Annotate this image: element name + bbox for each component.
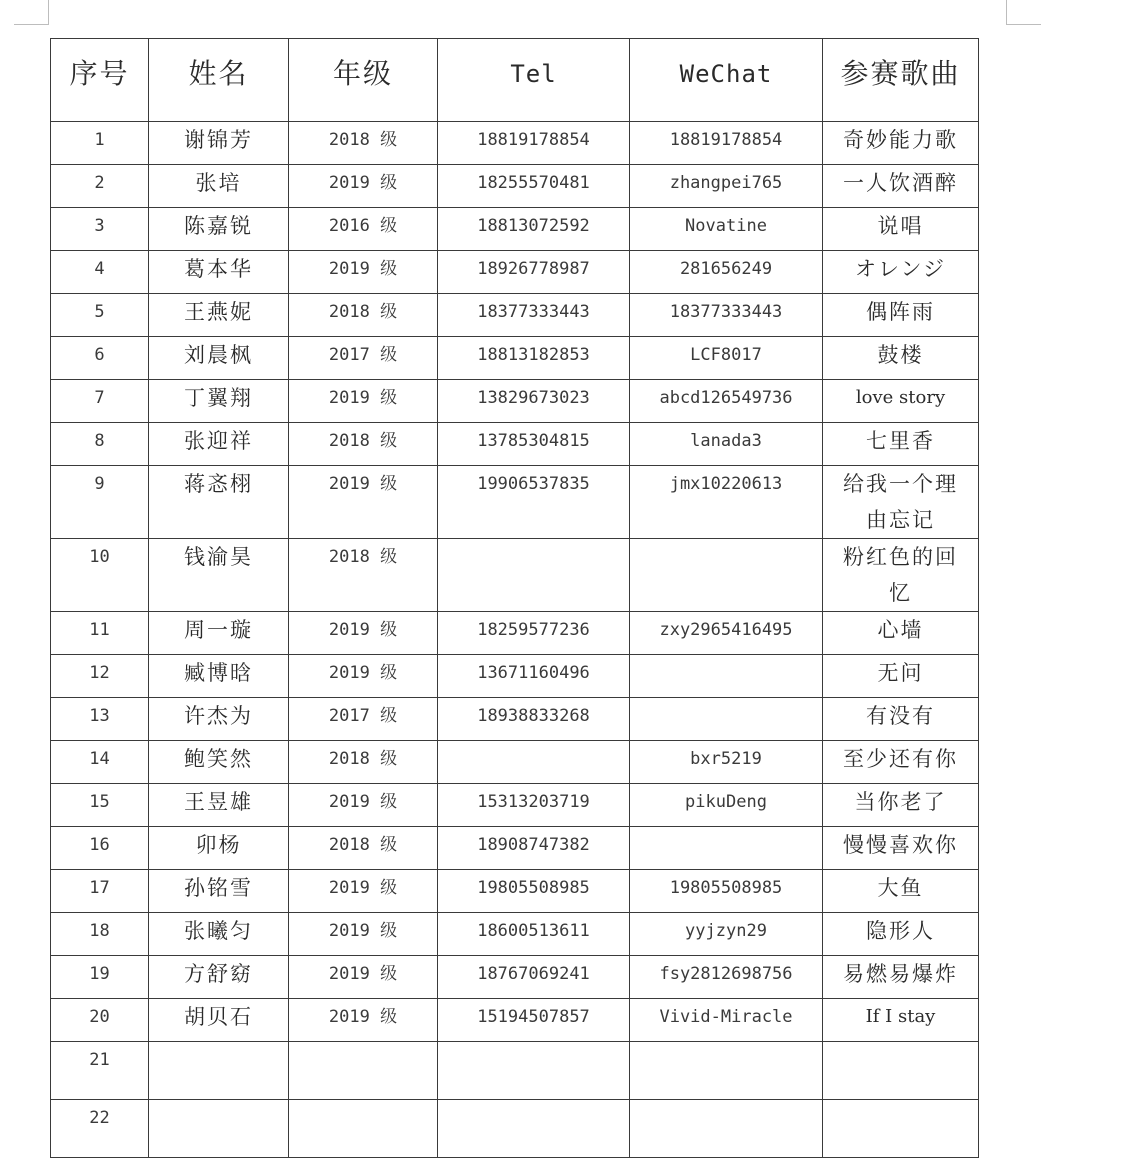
cell-tel: 18819178854 (438, 122, 630, 165)
cell-index: 13 (51, 698, 149, 741)
cell-index: 7 (51, 380, 149, 423)
cell-index: 2 (51, 165, 149, 208)
cell-tel: 18600513611 (438, 913, 630, 956)
header-name: 姓名 (149, 39, 289, 122)
cell-grade: 2019 级 (289, 466, 438, 539)
cell-wechat: pikuDeng (630, 784, 823, 827)
cell-song: 说唱 (823, 208, 979, 251)
header-index: 序号 (51, 39, 149, 122)
cell-grade: 2019 级 (289, 870, 438, 913)
cell-song: 奇妙能力歌 (823, 122, 979, 165)
table-row (51, 539, 979, 612)
cell-index: 18 (51, 913, 149, 956)
cell-name: 张培 (149, 165, 289, 208)
cell-tel: 18259577236 (438, 612, 630, 655)
cell-wechat: yyjzyn29 (630, 913, 823, 956)
cell-grade: 2019 级 (289, 612, 438, 655)
cell-grade: 2019 级 (289, 956, 438, 999)
cell-grade: 2019 级 (289, 251, 438, 294)
table-row (51, 165, 979, 208)
cell-grade: 2018 级 (289, 741, 438, 784)
cell-name: 卯杨 (149, 827, 289, 870)
cell-tel: 18908747382 (438, 827, 630, 870)
table-row (51, 913, 979, 956)
cell-grade (289, 1100, 438, 1158)
cell-grade: 2018 级 (289, 423, 438, 466)
table-row (51, 380, 979, 423)
cell-index: 5 (51, 294, 149, 337)
table-row (51, 1100, 979, 1158)
cell-wechat: fsy2812698756 (630, 956, 823, 999)
cell-tel: 18813072592 (438, 208, 630, 251)
table-row (51, 122, 979, 165)
cell-name: 葛本华 (149, 251, 289, 294)
cell-name: 许杰为 (149, 698, 289, 741)
cell-index: 11 (51, 612, 149, 655)
cell-grade: 2018 级 (289, 122, 438, 165)
cell-name: 胡贝石 (149, 999, 289, 1042)
cell-song: 有没有 (823, 698, 979, 741)
cell-name: 周一璇 (149, 612, 289, 655)
cell-name: 丁翼翔 (149, 380, 289, 423)
cell-name: 臧博晗 (149, 655, 289, 698)
cell-name: 刘晨枫 (149, 337, 289, 380)
cell-song: 大鱼 (823, 870, 979, 913)
cell-song: オレンジ (823, 251, 979, 294)
cell-tel: 13785304815 (438, 423, 630, 466)
cell-index: 10 (51, 539, 149, 612)
cell-index: 20 (51, 999, 149, 1042)
cell-tel: 18255570481 (438, 165, 630, 208)
cell-song: 慢慢喜欢你 (823, 827, 979, 870)
cell-name: 钱渝昊 (149, 539, 289, 612)
page-crop-mark-left (14, 0, 49, 25)
table-row (51, 827, 979, 870)
cell-grade: 2018 级 (289, 294, 438, 337)
cell-grade: 2018 级 (289, 539, 438, 612)
cell-song: 至少还有你 (823, 741, 979, 784)
cell-song: love story (823, 380, 979, 423)
table-header-row (51, 39, 979, 122)
cell-tel: 13829673023 (438, 380, 630, 423)
cell-wechat: LCF8017 (630, 337, 823, 380)
cell-wechat: 281656249 (630, 251, 823, 294)
cell-grade: 2019 级 (289, 380, 438, 423)
cell-name (149, 1042, 289, 1100)
cell-index: 4 (51, 251, 149, 294)
cell-tel (438, 741, 630, 784)
cell-wechat: zxy2965416495 (630, 612, 823, 655)
contestant-table (50, 38, 979, 1158)
cell-index: 8 (51, 423, 149, 466)
cell-wechat: zhangpei765 (630, 165, 823, 208)
page-crop-mark-right (1006, 0, 1041, 25)
header-grade: 年级 (289, 39, 438, 122)
cell-wechat: Novatine (630, 208, 823, 251)
cell-index: 15 (51, 784, 149, 827)
cell-song: 鼓楼 (823, 337, 979, 380)
cell-tel: 18926778987 (438, 251, 630, 294)
cell-song: 隐形人 (823, 913, 979, 956)
cell-wechat: 19805508985 (630, 870, 823, 913)
cell-tel: 18813182853 (438, 337, 630, 380)
cell-song: 七里香 (823, 423, 979, 466)
cell-index: 17 (51, 870, 149, 913)
cell-tel: 18767069241 (438, 956, 630, 999)
table-row (51, 612, 979, 655)
cell-name: 孙铭雪 (149, 870, 289, 913)
cell-song: 一人饮酒醉 (823, 165, 979, 208)
cell-wechat (630, 698, 823, 741)
cell-grade: 2019 级 (289, 913, 438, 956)
table-row (51, 423, 979, 466)
cell-wechat (630, 1100, 823, 1158)
cell-name: 谢锦芳 (149, 122, 289, 165)
table-row (51, 466, 979, 539)
cell-grade: 2019 级 (289, 784, 438, 827)
cell-song: 当你老了 (823, 784, 979, 827)
cell-song: 无问 (823, 655, 979, 698)
cell-index: 14 (51, 741, 149, 784)
cell-tel (438, 1042, 630, 1100)
cell-tel: 13671160496 (438, 655, 630, 698)
cell-grade: 2017 级 (289, 698, 438, 741)
table-row (51, 655, 979, 698)
table-body (51, 122, 979, 1158)
cell-tel: 19906537835 (438, 466, 630, 539)
cell-grade: 2019 级 (289, 999, 438, 1042)
cell-index: 19 (51, 956, 149, 999)
cell-index: 22 (51, 1100, 149, 1158)
cell-wechat (630, 655, 823, 698)
cell-name: 蒋忞栩 (149, 466, 289, 539)
cell-name: 陈嘉锐 (149, 208, 289, 251)
table-row (51, 698, 979, 741)
cell-name: 王燕妮 (149, 294, 289, 337)
cell-index: 1 (51, 122, 149, 165)
cell-grade: 2018 级 (289, 827, 438, 870)
cell-wechat (630, 539, 823, 612)
cell-tel (438, 539, 630, 612)
cell-grade: 2019 级 (289, 165, 438, 208)
cell-wechat: abcd126549736 (630, 380, 823, 423)
cell-song: 粉红色的回忆 (823, 539, 979, 612)
cell-wechat: lanada3 (630, 423, 823, 466)
header-wechat: WeChat (630, 39, 823, 122)
table-row (51, 956, 979, 999)
cell-tel (438, 1100, 630, 1158)
table-row (51, 1042, 979, 1100)
table-row (51, 999, 979, 1042)
cell-index: 3 (51, 208, 149, 251)
cell-song (823, 1042, 979, 1100)
cell-wechat (630, 1042, 823, 1100)
table-row (51, 870, 979, 913)
cell-song: 给我一个理由忘记 (823, 466, 979, 539)
cell-index: 12 (51, 655, 149, 698)
cell-name: 鲍笑然 (149, 741, 289, 784)
cell-grade (289, 1042, 438, 1100)
cell-grade: 2016 级 (289, 208, 438, 251)
cell-grade: 2017 级 (289, 337, 438, 380)
cell-wechat: Vivid-Miracle (630, 999, 823, 1042)
cell-name: 王昱雄 (149, 784, 289, 827)
cell-tel: 18938833268 (438, 698, 630, 741)
header-song: 参赛歌曲 (823, 39, 979, 122)
cell-name: 方舒窈 (149, 956, 289, 999)
cell-wechat: jmx10220613 (630, 466, 823, 539)
cell-index: 6 (51, 337, 149, 380)
cell-wechat: 18819178854 (630, 122, 823, 165)
cell-index: 21 (51, 1042, 149, 1100)
cell-tel: 18377333443 (438, 294, 630, 337)
header-tel: Tel (438, 39, 630, 122)
cell-name (149, 1100, 289, 1158)
cell-tel: 15194507857 (438, 999, 630, 1042)
cell-name: 张曦匀 (149, 913, 289, 956)
cell-song: 易燃易爆炸 (823, 956, 979, 999)
cell-tel: 19805508985 (438, 870, 630, 913)
cell-song: 偶阵雨 (823, 294, 979, 337)
table-row (51, 741, 979, 784)
cell-tel: 15313203719 (438, 784, 630, 827)
cell-song (823, 1100, 979, 1158)
table-row (51, 294, 979, 337)
cell-song: If I stay (823, 999, 979, 1042)
cell-grade: 2019 级 (289, 655, 438, 698)
table-row (51, 337, 979, 380)
cell-song: 心墙 (823, 612, 979, 655)
cell-index: 9 (51, 466, 149, 539)
table-row (51, 251, 979, 294)
cell-wechat (630, 827, 823, 870)
cell-wechat: bxr5219 (630, 741, 823, 784)
cell-wechat: 18377333443 (630, 294, 823, 337)
cell-index: 16 (51, 827, 149, 870)
table-row (51, 784, 979, 827)
cell-name: 张迎祥 (149, 423, 289, 466)
table-row (51, 208, 979, 251)
